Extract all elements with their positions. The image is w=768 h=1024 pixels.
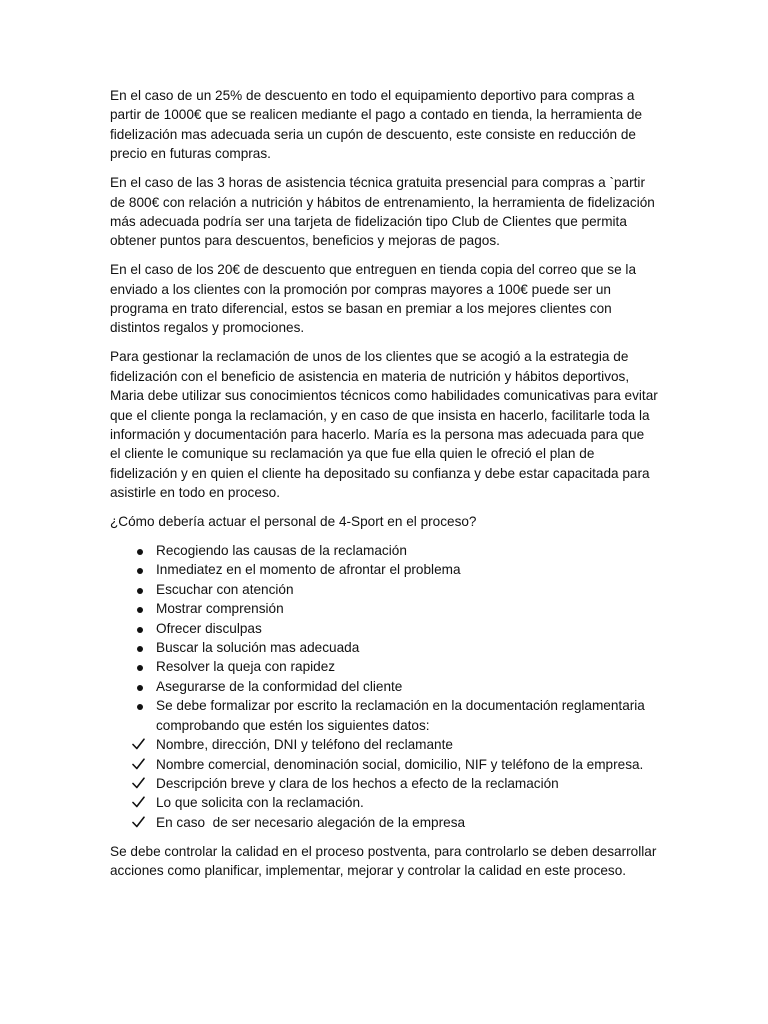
bullet-icon xyxy=(132,619,148,638)
checkmark-icon xyxy=(132,735,148,750)
checkmark-icon xyxy=(132,755,148,770)
check-list-item: Lo que solicita con la reclamación. xyxy=(110,793,658,812)
check-list-item: Nombre, dirección, DNI y teléfono del reclamante xyxy=(110,735,658,754)
bullet-icon xyxy=(132,560,148,579)
bullet-icon xyxy=(132,580,148,599)
paragraph-quality-control: Se debe controlar la calidad en el proceso postventa, para controlarlo se deben desarrollar acciones como planificar, implementar, mejorar y controlar la calidad en este proceso. xyxy=(110,843,657,879)
bullet-icon xyxy=(132,599,148,618)
list-item: Escuchar con atención xyxy=(110,580,658,599)
list-item: Resolver la queja con rapidez xyxy=(110,657,658,676)
action-list xyxy=(110,541,658,832)
bullet-icon xyxy=(132,657,148,676)
paragraph-discount-20: En el caso de los 20€ de descuento que entreguen en tienda copia del correo que se la enviado a los clientes con la promoción por compras mayores a 100€ puede ser un programa en trato diferencial, estos se basan en premiar a los mejores clientes con distintos regalos y promociones. xyxy=(110,262,637,336)
list-item: Asegurarse de la conformidad del cliente xyxy=(110,677,658,696)
list-item: Ofrecer disculpas xyxy=(110,619,658,638)
check-list-item: Descripción breve y clara de los hechos a efecto de la reclamación xyxy=(110,774,658,793)
list-item: Se debe formalizar por escrito la reclamación en la documentación reglamentaria comprobando que estén los siguientes datos: xyxy=(110,696,658,735)
paragraph-claim-management: Para gestionar la reclamación de unos de los clientes que se acogió a la estrategia de fidelización con el beneficio de asistencia en materia de nutrición y hábitos deportivos, Maria debe utilizar sus conocimientos técnicos como habilidades comunicativas para evitar que el cliente ponga la reclamación, y en caso de que insista en hacerlo, facilitarle toda la información y documentación para hacerlo. María es la persona mas adecuada para que el cliente le comunique su reclamación ya que fue ella quien le ofreció el plan de fidelización y en quien el cliente ha depositado su confianza y debe estar capacitada para asistirle en todo en proceso. xyxy=(110,349,658,501)
paragraph-technical-assistance: En el caso de las 3 horas de asistencia técnica gratuita presencial para compras a `partir de 800€ con relación a nutrición y hábitos de entrenamiento, la herramienta de fidelización más adecuada podría ser una tarjeta de fidelización tipo Club de Clientes que permita obtener puntos para descuentos, beneficios y mejoras de pagos. xyxy=(110,175,655,249)
checkmark-icon xyxy=(132,793,148,808)
checkmark-icon xyxy=(132,813,148,828)
bullet-icon xyxy=(132,696,148,715)
check-list-item: Nombre comercial, denominación social, domicilio, NIF y teléfono de la empresa. xyxy=(110,755,658,774)
bullet-icon xyxy=(132,638,148,657)
bullet-icon xyxy=(132,677,148,696)
list-item: Recogiendo las causas de la reclamación xyxy=(110,541,658,560)
question-heading: ¿Cómo debería actuar el personal de 4-Sport en el proceso? xyxy=(110,514,477,530)
document-page xyxy=(110,86,658,890)
bullet-icon xyxy=(132,541,148,560)
checkmark-icon xyxy=(132,774,148,789)
list-item: Inmediatez en el momento de afrontar el problema xyxy=(110,560,658,579)
paragraph-discount-25: En el caso de un 25% de descuento en todo el equipamiento deportivo para compras a partir de 1000€ que se realicen mediante el pago a contado en tienda, la herramienta de fidelización mas adecuada seria un cupón de descuento, este consiste en reducción de precio en futuras compras. xyxy=(110,88,643,162)
list-item: Mostrar comprensión xyxy=(110,599,658,618)
check-list-item: En caso de ser necesario alegación de la empresa xyxy=(110,813,658,832)
list-item: Buscar la solución mas adecuada xyxy=(110,638,658,657)
